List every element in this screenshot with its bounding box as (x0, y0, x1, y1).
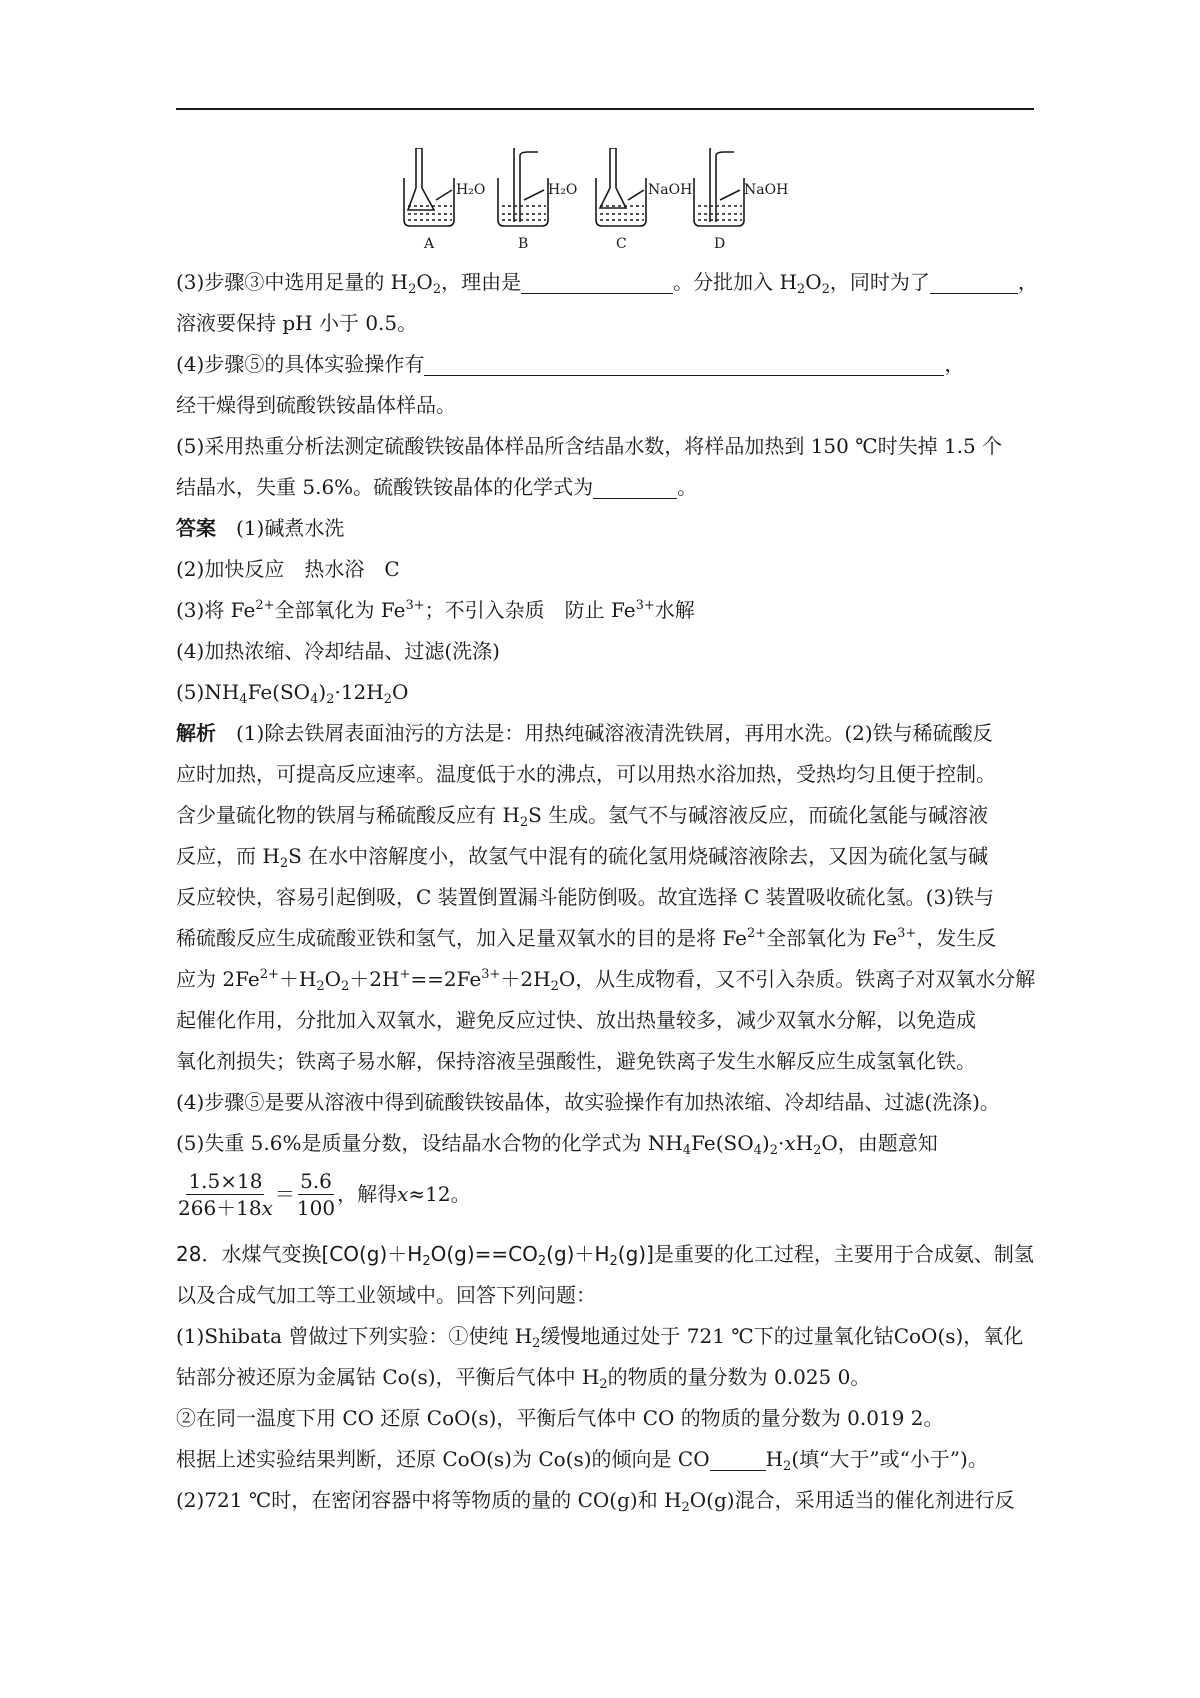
question-28-line-6: 根据上述实验结果判断，还原 CoO(s)为 Co(s)的倾向是 CO $H_2$(填“大于”或“小于”)。 (176, 1447, 988, 1474)
question-28-line-3: (1)Shibata 曾做过下列实验：①使纯 $H_2$缓慢地通过处于 721 ℃下的过量氧化钴CoO(s)，氧化 (176, 1324, 1024, 1351)
apparatus-d-reagent: NaOH (744, 182, 789, 198)
apparatus-c-label: C (616, 236, 627, 252)
analysis-line-11: (5)失重 5.6%是质量分数，设结晶水合物的化学式为 $NH_4Fe(SO_4)_2\cdot xH_2O$，由题意知 (176, 1131, 938, 1158)
question-3-line-2: 溶液要保持 pH 小于 0.5。 (176, 311, 418, 335)
apparatus-d-label: D (714, 236, 726, 252)
question-5-line-2: 结晶水，失重 5.6%。硫酸铁铵晶体的化学式为 。 (176, 475, 698, 499)
analysis-line-9: 氧化剂损失；铁离子易水解，保持溶液呈强酸性，避免铁离子发生水解反应生成氢氧化铁。 (176, 1049, 976, 1073)
apparatus-b-reagent: H₂O (548, 182, 578, 198)
absorption-apparatus-figure (396, 148, 836, 258)
answer-line-5: $(5)NH_4Fe(SO_4)_2\cdot 12H_2O$ (176, 680, 409, 707)
analysis-label: 解析 (176, 721, 216, 745)
question-28-line-1: 28．水煤气变换$[CO(g)+H_2O(g)==CO_2(g)+H_2(g)]$是重要的化工过程，主要用于合成氨、制氢 (176, 1242, 1034, 1269)
apparatus-b (498, 148, 548, 226)
question-3-line-1: (3)步骤③中选用足量的 $H_2O_2$，理由是 。分批加入 $H_2O_2$，同时为了 ， (176, 270, 1038, 297)
fraction-left: $\frac{1.5\times 18}{266+18x}$ (178, 1168, 273, 1220)
answer-line-4: (4)加热浓缩、冷却结晶、过滤(洗涤) (176, 639, 500, 663)
analysis-line-2: 应时加热，可提高反应速率。温度低于水的沸点，可以用热水浴加热，受热均匀且便于控制。 (176, 762, 996, 786)
apparatus-diagram (396, 148, 836, 258)
analysis-line-8: 起催化作用，分批加入双氧水，避免反应过快、放出热量较多，减少双氧水分解，以免造成 (176, 1008, 976, 1032)
answer-blank[interactable] (593, 476, 677, 499)
answer-blank[interactable] (424, 353, 944, 376)
question-28-line-5: ②在同一温度下用 CO 还原 CoO(s)，平衡后气体中 CO 的物质的量分数为 0.019 2。 (176, 1406, 944, 1430)
answer-line-3: (3)将 $Fe^{2+}$全部氧化为 $Fe^{3+}$；不引入杂质 防止 $Fe^{3+}$水解 (176, 598, 695, 622)
apparatus-a (404, 148, 454, 226)
analysis-line-1: 解析 (1)除去铁屑表面油污的方法是：用热纯碱溶液清洗铁屑，再用水洗。(2)铁与稀硫酸反 (176, 721, 993, 745)
apparatus-a-label: A (424, 236, 435, 252)
analysis-equation: $\frac{1.5\times 18}{266+18x}$ ＝ $\frac{5.6}{100}$ ，解得 x ≈12。 (178, 1168, 471, 1220)
question-28-line-2: 以及合成气加工等工业领域中。回答下列问题： (176, 1283, 596, 1307)
question-4-line-1: (4)步骤⑤的具体实验操作有 ， (176, 352, 965, 376)
answer-line-2: (2)加快反应 热水浴 C (176, 557, 400, 581)
answer-blank[interactable] (710, 1448, 766, 1471)
question-4-line-2: 经干燥得到硫酸铁铵晶体样品。 (176, 393, 456, 417)
question-28-line-7: (2)721 ℃时，在密闭容器中将等物质的量的 CO(g)和 $H_2O(g)$混合，采用适当的催化剂进行反 (176, 1488, 1015, 1515)
analysis-line-6: 稀硫酸反应生成硫酸亚铁和氢气，加入足量双氧水的目的是将 $Fe^{2+}$全部氧化为 $Fe^{3+}$，发生反 (176, 926, 997, 950)
analysis-line-10: (4)步骤⑤是要从溶液中得到硫酸铁铵晶体，故实验操作有加热浓缩、冷却结晶、过滤(洗涤)。 (176, 1090, 1000, 1114)
apparatus-b-label: B (518, 236, 529, 252)
answer-blank[interactable] (521, 271, 673, 294)
answer-blank[interactable] (930, 271, 1018, 294)
analysis-line-4: 反应，而 $H_2S$ 在水中溶解度小，故氢气中混有的硫化氢用烧碱溶液除去，又因为硫化氢与碱 (176, 844, 989, 871)
answer-label: 答案 (176, 516, 216, 540)
answer-line-1: 答案 (1)碱煮水洗 (176, 516, 345, 540)
page-content (176, 262, 1038, 1521)
question-28-line-4: 钴部分被还原为金属钴 Co(s)，平衡后气体中 $H_2$的物质的量分数为 0.025 0。 (176, 1365, 871, 1392)
analysis-line-5: 反应较快，容易引起倒吸，C 装置倒置漏斗能防倒吸。故宜选择 C 装置吸收硫化氢。(3)铁与 (176, 885, 995, 909)
fraction-right: $\frac{5.6}{100}$ (296, 1168, 336, 1220)
apparatus-c (596, 148, 646, 226)
header-rule (176, 108, 1034, 110)
apparatus-c-reagent: NaOH (648, 182, 693, 198)
apparatus-a-reagent: H₂O (456, 182, 486, 198)
apparatus-d (694, 148, 744, 226)
question-5-line-1: (5)采用热重分析法测定硫酸铁铵晶体样品所含结晶水数，将样品加热到 150 ℃时失掉 1.5 个 (176, 434, 1003, 458)
analysis-line-3: 含少量硫化物的铁屑与稀硫酸反应有 $H_2S$ 生成。氢气不与碱溶液反应，而硫化氢能与碱溶液 (176, 803, 989, 830)
analysis-line-7: 应为 $2Fe^{2+}+H_2O_2+2H^+==2Fe^{3+}+2H_2O$，从生成物看，又不引入杂质。铁离子对双氧水分解 (176, 967, 1036, 994)
